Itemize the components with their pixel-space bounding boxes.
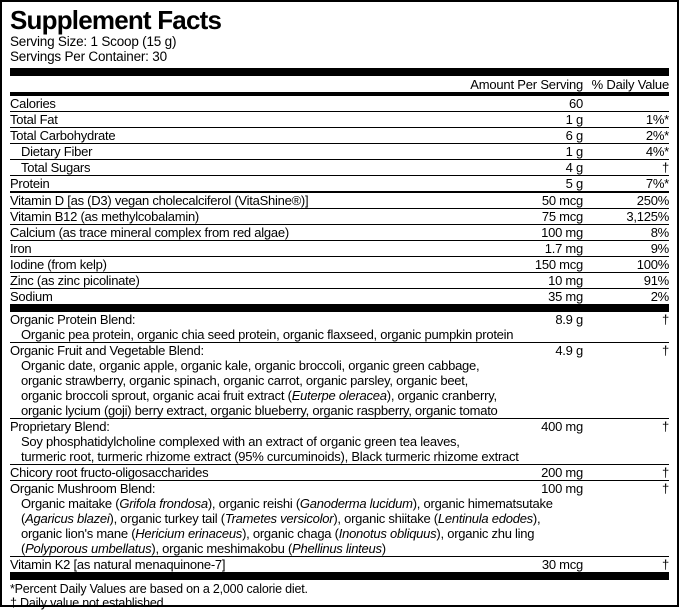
table-row [10,176,669,191]
nutrient-row-section [10,144,669,160]
footnote-daily-value-not-established: † Daily value not established. [10,596,167,610]
amount-per-serving-value: 1.7 mg [544,241,583,256]
nutrient-row-section [10,557,669,572]
nutrient-rows [10,96,669,572]
nutrient-name: Calories [10,96,56,111]
daily-value: 100% [636,257,669,272]
nutrient-row-section [10,209,669,225]
daily-value: 7%* [645,176,669,191]
daily-value: 91% [643,273,669,288]
table-row [10,465,669,480]
nutrient-row-section [10,193,669,209]
table-row [10,225,669,240]
blend-ingredients-line: organic lion's mane (Hericium erinaceus), organic chaga (Inonotus obliquus), organic zhu ling [21,526,535,541]
thick-divider-bar-section [10,304,669,312]
blend-ingredients-line: organic lycium (goji) berry extract, organic blueberry, organic raspberry, organic tomato [21,403,498,418]
nutrient-row-section [10,465,669,481]
table-row [10,257,669,272]
nutrient-name: Dietary Fiber [21,144,93,159]
table-row [10,128,669,143]
nutrient-name: Iodine (from kelp) [10,257,107,272]
daily-value: 250% [636,193,669,208]
column-header-amount-per-serving: Amount Per Serving [470,77,583,92]
amount-per-serving-value: 4.9 g [555,343,583,358]
amount-per-serving-value: 100 mg [541,481,583,496]
table-row [10,481,669,496]
thick-divider-bar-top [10,68,669,76]
daily-value: † [662,312,669,327]
nutrient-name: Proprietary Blend: [10,419,110,434]
footnotes [10,580,669,610]
nutrient-row-section [10,273,669,289]
blend-ingredients-line: Organic pea protein, organic chia seed protein, organic flaxseed, organic pumpkin protein [21,327,514,342]
servings-per-container-text: Servings Per Container: 30 [10,49,167,64]
amount-per-serving-value: 35 mg [548,289,583,304]
blend-ingredients-line: Organic date, organic apple, organic kale, organic broccoli, organic green cabbage, [21,358,480,373]
nutrient-row-section [10,128,669,144]
label-header [10,2,669,64]
table-row [10,289,669,304]
amount-per-serving-value: 1 g [565,112,583,127]
nutrient-row-section [10,225,669,241]
nutrient-row-section [10,112,669,128]
daily-value: 2%* [645,128,669,143]
amount-per-serving-value: 5 g [565,176,583,191]
nutrient-name: Organic Protein Blend: [10,312,136,327]
daily-value: 2% [650,289,669,304]
blend-section [10,419,669,465]
table-row [10,96,669,111]
nutrient-name: Vitamin K2 [as natural menaquinone-7] [10,557,226,572]
blend-ingredients-line: organic broccoli sprout, organic acai fruit extract (Euterpe oleracea), organic cranberry, [21,388,497,403]
column-header-daily-value: % Daily Value [591,77,669,92]
table-row [10,112,669,127]
nutrient-name: Protein [10,176,50,191]
nutrient-name: Vitamin D [as (D3) vegan cholecalciferol (VitaShine®)] [10,193,309,208]
nutrient-name: Chicory root fructo-oligosaccharides [10,465,209,480]
daily-value: 4%* [645,144,669,159]
nutrient-name: Organic Fruit and Vegetable Blend: [10,343,204,358]
nutrient-row-section [10,289,669,304]
daily-value: 3,125% [626,209,669,224]
amount-per-serving-value: 100 mg [541,225,583,240]
blend-ingredients-line: Organic maitake (Grifola frondosa), organic reishi (Ganoderma lucidum), organic himematsutake [21,496,553,511]
table-row [10,193,669,208]
amount-per-serving-value: 50 mcg [541,193,583,208]
page-title: Supplement Facts [10,5,222,35]
nutrient-row-section [10,160,669,176]
daily-value: 1%* [645,112,669,127]
amount-per-serving-value: 200 mg [541,465,583,480]
nutrient-name: Iron [10,241,32,256]
daily-value: † [662,419,669,434]
blend-ingredients-line: turmeric root, turmeric rhizome extract (95% curcuminoids), Black turmeric rhizome extract [21,449,519,464]
nutrient-name: Total Carbohydrate [10,128,116,143]
blend-ingredients-line: organic strawberry, organic spinach, organic carrot, organic parsley, organic beet, [21,373,468,388]
nutrient-name: Sodium [10,289,53,304]
blend-ingredients-line: (Agaricus blazei), organic turkey tail (Trametes versicolor), organic shiitake (Lentinula edodes), [21,511,541,526]
nutrient-name: Calcium (as trace mineral complex from red algae) [10,225,289,240]
nutrient-row-section [10,96,669,112]
nutrient-row-section [10,176,669,193]
daily-value: † [662,481,669,496]
footnote-daily-values: *Percent Daily Values are based on a 2,000 calorie diet. [10,582,308,596]
amount-per-serving-value: 4 g [565,160,583,175]
amount-per-serving-value: 75 mcg [541,209,583,224]
serving-size-text: Serving Size: 1 Scoop (15 g) [10,34,177,49]
blend-section [10,312,669,343]
daily-value: † [662,343,669,358]
table-row [10,273,669,288]
nutrient-row-section [10,257,669,273]
table-row [10,160,669,175]
table-row [10,241,669,256]
column-headers [10,76,669,92]
table-row [10,557,669,572]
table-row [10,419,669,434]
daily-value: 9% [650,241,669,256]
blend-ingredients-line: (Polyporous umbellatus), organic meshimakobu (Phellinus linteus) [21,541,386,556]
table-row [10,209,669,224]
table-row [10,312,669,327]
amount-per-serving-value: 400 mg [541,419,583,434]
amount-per-serving-value: 1 g [565,144,583,159]
amount-per-serving-value: 10 mg [548,273,583,288]
nutrient-row-section [10,241,669,257]
blend-ingredients-line: Soy phosphatidylcholine complexed with an extract of organic green tea leaves, [21,434,460,449]
nutrient-name: Total Sugars [21,160,91,175]
nutrient-name: Organic Mushroom Blend: [10,481,156,496]
table-row [10,343,669,358]
blend-section [10,343,669,419]
daily-value: † [662,160,669,175]
nutrient-name: Total Fat [10,112,58,127]
thick-divider-bar-bottom [10,572,669,580]
amount-per-serving-value: 60 [569,96,583,111]
amount-per-serving-value: 30 mcg [541,557,583,572]
amount-per-serving-value: 150 mcg [534,257,583,272]
nutrient-name: Vitamin B12 (as methylcobalamin) [10,209,200,224]
nutrient-name: Zinc (as zinc picolinate) [10,273,140,288]
amount-per-serving-value: 8.9 g [555,312,583,327]
blend-section [10,481,669,557]
daily-value: 8% [650,225,669,240]
amount-per-serving-value: 6 g [565,128,583,143]
table-row [10,144,669,159]
daily-value: † [662,557,669,572]
daily-value: † [662,465,669,480]
